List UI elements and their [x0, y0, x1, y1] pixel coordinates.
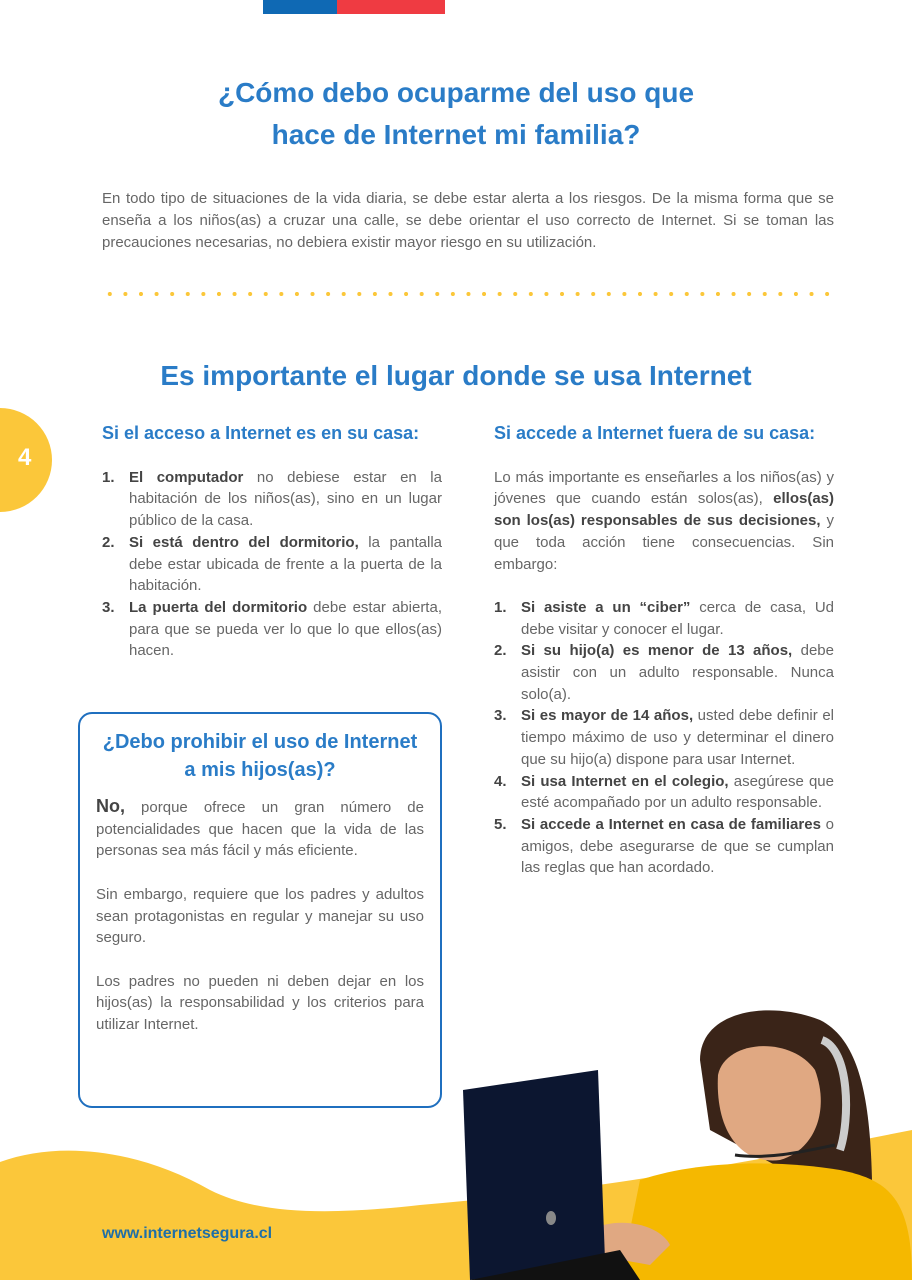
item-bold: Si accede a Internet en casa de familiares: [521, 815, 821, 833]
item-number: 3.: [102, 598, 115, 616]
item-number: 1.: [494, 598, 507, 616]
item-text: debe asistir con un adulto responsable. Nunca solo(a).: [521, 642, 834, 703]
box-no: No,: [96, 796, 125, 816]
item-text: cerca de casa, Ud debe visitar y conocer el lugar.: [521, 598, 834, 638]
prohibit-question-box: [78, 712, 442, 1108]
list-item: [494, 705, 834, 770]
item-bold: Si es mayor de 14 años,: [521, 707, 694, 725]
title-line-2: hace de Internet mi familia?: [271, 119, 641, 150]
intro-text: y que toda acción tiene consecuencias. Sin embargo:: [494, 512, 834, 573]
outside-access-column: [494, 423, 834, 879]
title-line-1: ¿Cómo debo ocuparme del uso que: [217, 77, 695, 108]
outside-access-list: [494, 597, 834, 879]
flag-stripe-red: [337, 0, 445, 14]
intro-bold: ellos(as) son los(as) responsables de sus decisiones,: [494, 490, 834, 530]
item-text: usted debe definir el tiempo máximo de uso y determinar el dinero que su hijo(a) dispone para usar Internet.: [521, 707, 834, 768]
item-bold: Si está dentro del dormitorio,: [129, 533, 359, 551]
list-item: [494, 814, 834, 879]
item-number: 1.: [102, 468, 115, 486]
item-bold: La puerta del dormitorio: [129, 598, 308, 616]
page-title: [100, 72, 812, 156]
box-paragraph-2: Sin embargo, requiere que los padres y adultos sean protagonistas en regular y manejar su uso seguro.: [96, 885, 424, 947]
box-text: porque ofrece un gran número de potencialidades que hacen que la vida de las personas sea más fácil y más eficiente.: [96, 799, 424, 860]
box-paragraph-3: Los padres no pueden ni deben dejar en los hijos(as) la responsabilidad y los criterios para utilizar Internet.: [96, 972, 424, 1033]
home-access-list: [102, 467, 442, 662]
item-number: 2.: [494, 642, 507, 660]
item-number: 2.: [102, 533, 115, 551]
home-access-heading: Si el acceso a Internet es en su casa:: [102, 423, 420, 443]
list-item: [494, 640, 834, 705]
flag-stripe-blue: [263, 0, 337, 14]
page-number: 4: [18, 444, 32, 471]
outside-intro: [494, 467, 834, 576]
item-text: no debiese estar en la habitación de los niños(as), sino en un lugar público de la casa.: [129, 468, 442, 530]
item-text: la pantalla debe estar ubicada de frente a la puerta de la habitación.: [129, 533, 442, 595]
footer-website-link[interactable]: www.internetsegura.cl: [102, 1225, 273, 1242]
item-text: debe estar abierta, para que se pueda ver lo que lo que ellos(as) hacen.: [129, 598, 442, 660]
item-number: 4.: [494, 772, 507, 790]
outside-access-heading: Si accede a Internet fuera de su casa:: [494, 423, 816, 443]
item-text: o amigos, debe asegurarse de que se cumplan las reglas que han acordado.: [521, 815, 834, 877]
item-bold: Si asiste a un “ciber”: [521, 598, 691, 616]
box-heading: ¿Debo prohibir el uso de Internet a mis hijos(as)?: [102, 731, 418, 781]
item-number: 3.: [494, 707, 507, 725]
item-number: 5.: [494, 815, 507, 833]
child-with-laptop-photo: [463, 1010, 912, 1280]
item-bold: Si su hijo(a) es menor de 13 años,: [521, 642, 793, 660]
list-item: [102, 467, 442, 532]
intro-paragraph: En todo tipo de situaciones de la vida diaria, se debe estar alerta a los riesgos. De la misma forma que se enseña a los niños(as) a cruzar una calle, se debe orientar el uso correcto de Internet. Si se toman las precauciones necesarias, no debiera existir mayor riesgo en su utilización.: [102, 190, 834, 251]
item-bold: Si usa Internet en el colegio,: [521, 772, 729, 790]
list-item: [494, 597, 834, 640]
dotted-divider: [102, 292, 834, 296]
intro-text: Lo más importante es enseñarles a los niños(as) y jóvenes que cuando están solos(as),: [494, 468, 834, 508]
list-item: [102, 532, 442, 597]
item-bold: El computador: [129, 468, 244, 486]
section-title: Es importante el lugar donde se usa Internet: [160, 360, 752, 391]
list-item: [102, 597, 442, 662]
list-item: [494, 771, 834, 814]
item-text: asegúrese que esté acompañado por un adulto responsable.: [521, 772, 834, 812]
home-access-column: [102, 423, 442, 662]
box-paragraph-1: [96, 796, 424, 862]
